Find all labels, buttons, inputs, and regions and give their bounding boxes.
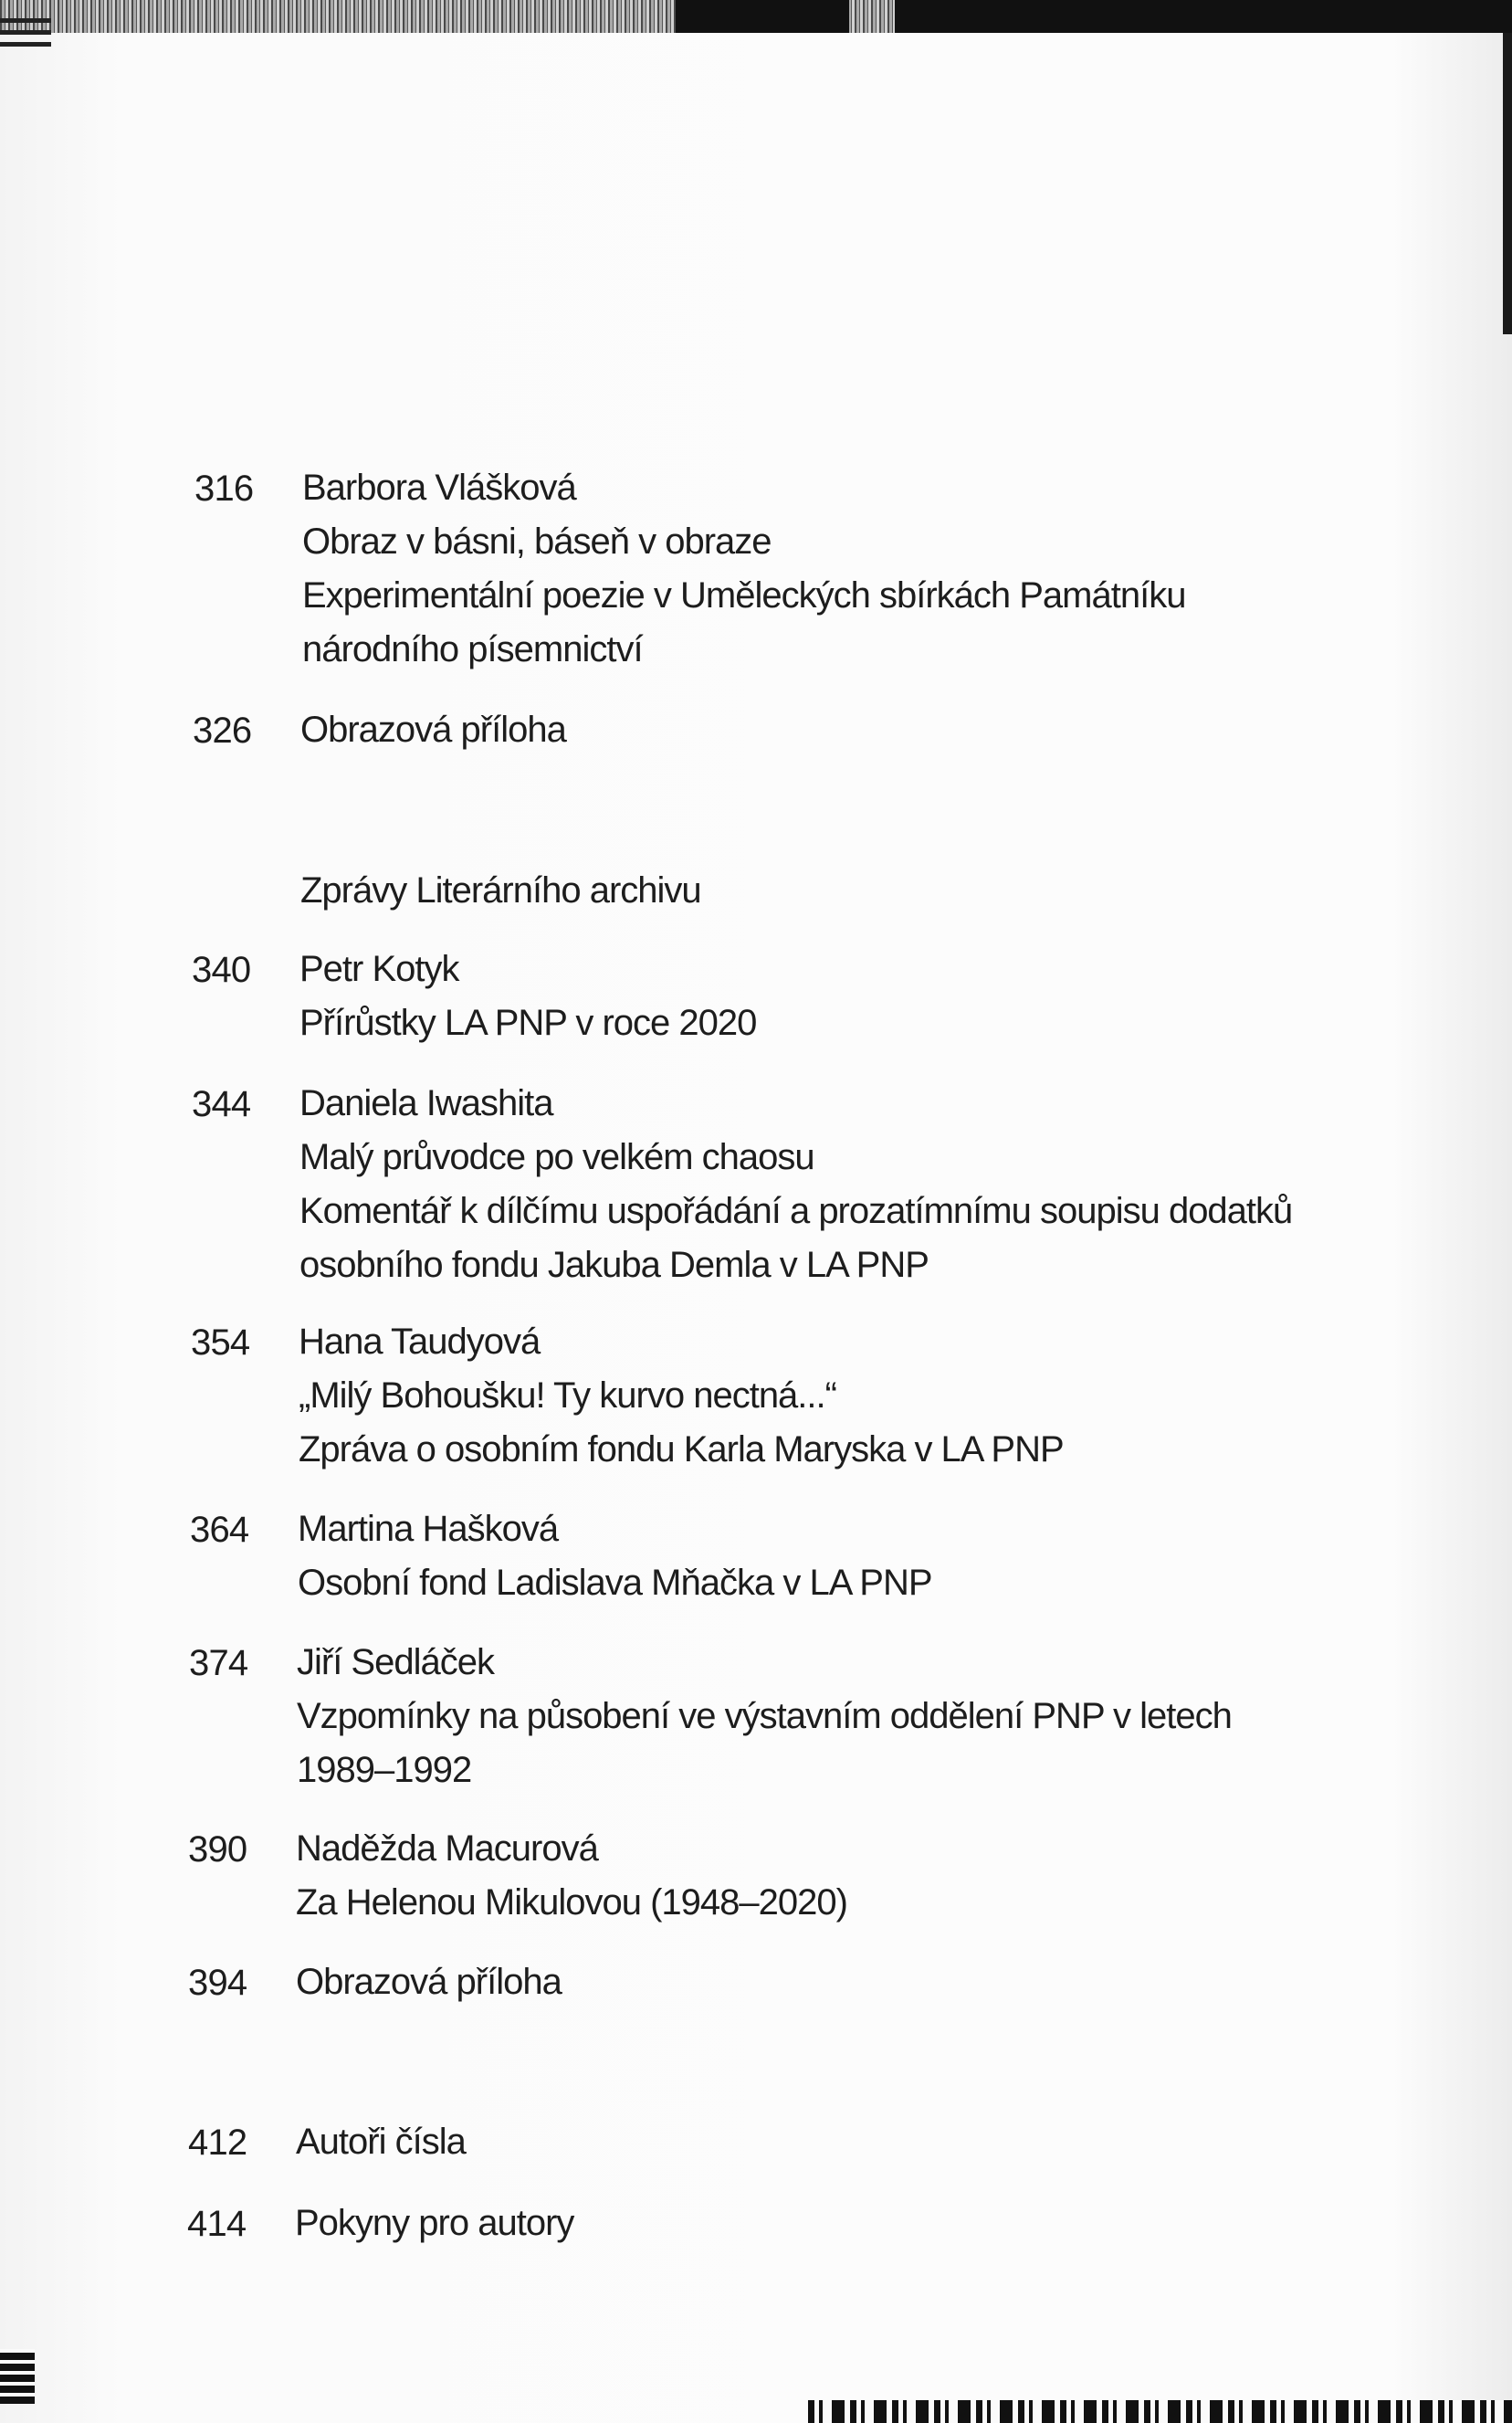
toc-author: Naděžda Macurová bbox=[296, 1828, 598, 1869]
toc-page-number: 354 bbox=[191, 1322, 250, 1363]
toc-title: Osobní fond Ladislava Mňačka v LA PNP bbox=[298, 1563, 932, 1603]
toc-entry-text bbox=[296, 1822, 847, 1930]
toc-subtitle: Experimentální poezie v Uměleckých sbírkách Památníku bbox=[302, 575, 1186, 616]
toc-page-number: 390 bbox=[188, 1829, 247, 1870]
toc-entry-text bbox=[299, 1315, 1064, 1477]
toc-title: Přírůstky LA PNP v roce 2020 bbox=[299, 1003, 757, 1043]
toc-entry-text bbox=[295, 2197, 573, 2250]
toc-author: Martina Hašková bbox=[298, 1509, 559, 1549]
scan-artifact-dark-segment bbox=[676, 0, 849, 33]
toc-page-number: 326 bbox=[193, 711, 252, 751]
toc-entry-text bbox=[299, 1077, 1292, 1292]
toc-title: Obrazová příloha bbox=[300, 710, 566, 750]
toc-author: Barbora Vlášková bbox=[302, 468, 576, 508]
section-heading: Zprávy Literárního archivu bbox=[300, 870, 701, 911]
toc-entry-text bbox=[299, 943, 756, 1050]
toc-page-number: 344 bbox=[192, 1084, 251, 1124]
toc-subtitle: národního písemnictví bbox=[302, 629, 643, 669]
toc-page-number: 414 bbox=[187, 2204, 247, 2244]
toc-title: Obraz v básni, báseň v obraze bbox=[302, 521, 772, 562]
toc-subtitle: Zpráva o osobním fondu Karla Maryska v LA PNP bbox=[299, 1429, 1064, 1470]
toc-title: Malý průvodce po velkém chaosu bbox=[299, 1137, 814, 1177]
toc-author: Hana Taudyová bbox=[299, 1322, 541, 1362]
toc-page-number: 374 bbox=[189, 1643, 248, 1683]
toc-subtitle: Komentář k dílčímu uspořádání a prozatímnímu soupisu dodatků bbox=[299, 1191, 1293, 1231]
toc-author: Daniela Iwashita bbox=[299, 1083, 553, 1123]
toc-title: Pokyny pro autory bbox=[295, 2203, 574, 2243]
toc-entry-text bbox=[302, 461, 1185, 677]
toc-title: „Milý Bohoušku! Ty kurvo nectná...“ bbox=[299, 1375, 836, 1416]
scan-artifact-dark-segment bbox=[895, 0, 1512, 33]
scan-artifact-bottom-left bbox=[0, 2349, 35, 2404]
toc-author: Petr Kotyk bbox=[299, 949, 459, 989]
toc-entry-text bbox=[296, 1955, 562, 2009]
toc-entry-text bbox=[300, 864, 701, 918]
toc-entry-text bbox=[298, 1502, 932, 1610]
toc-page-number: 364 bbox=[190, 1510, 249, 1550]
toc-title: 1989–1992 bbox=[297, 1750, 472, 1790]
crop-marks bbox=[0, 18, 51, 55]
scan-artifact-right-edge bbox=[1503, 33, 1512, 334]
toc-entry-text bbox=[296, 2115, 466, 2169]
toc-title: Obrazová příloha bbox=[296, 1962, 562, 2002]
toc-page-number: 316 bbox=[194, 469, 254, 509]
toc-page-number: 412 bbox=[188, 2123, 247, 2163]
toc-page-number: 394 bbox=[188, 1963, 247, 2003]
toc-page-number: 340 bbox=[192, 950, 251, 990]
toc-entry-text bbox=[300, 703, 566, 757]
toc-title: Vzpomínky na působení ve výstavním oddělení PNP v letech bbox=[297, 1696, 1232, 1736]
toc-entry-text bbox=[297, 1636, 1232, 1797]
toc-subtitle: osobního fondu Jakuba Demla v LA PNP bbox=[299, 1245, 929, 1285]
barcode-strip bbox=[808, 2400, 1512, 2423]
toc-title: Za Helenou Mikulovou (1948–2020) bbox=[296, 1882, 847, 1923]
toc-title: Autoři čísla bbox=[296, 2122, 466, 2162]
toc-author: Jiří Sedláček bbox=[297, 1642, 494, 1682]
